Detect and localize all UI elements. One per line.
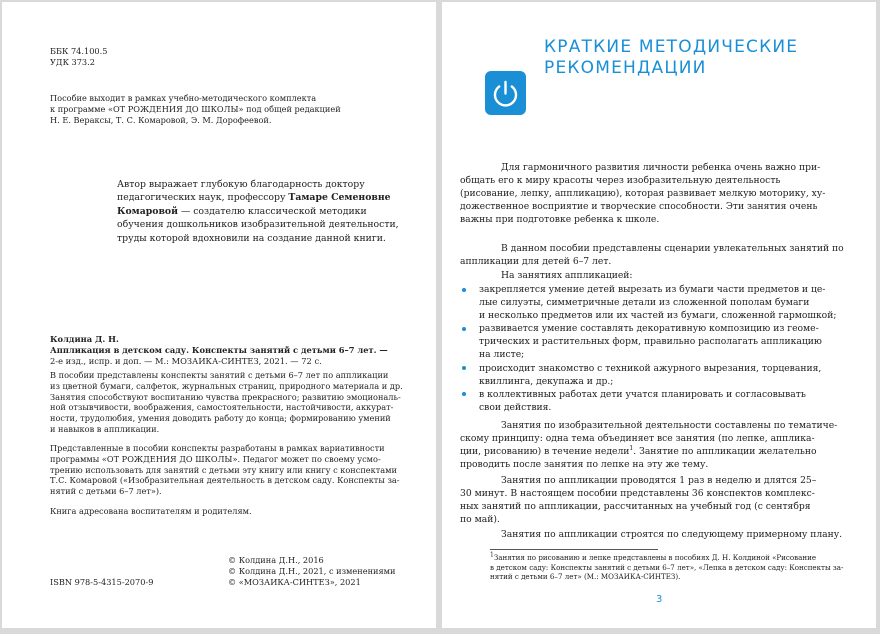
honoree-surname: Комаровой — [117, 205, 179, 217]
abstract-line: В пособии представлены конспекты занятий с детьми 6–7 лет по аппликации — [50, 370, 389, 380]
bullet-icon — [462, 366, 466, 370]
paragraph-line: важны при подготовке ребенка к школе. — [460, 214, 660, 226]
paragraph-line: Занятия по аппликации проводятся 1 раз в неделю и длятся 25– — [501, 475, 817, 486]
series-note-line: к программе «ОТ РОЖДЕНИЯ ДО ШКОЛЫ» под общей редакцией — [50, 103, 341, 114]
series-note — [50, 93, 341, 125]
udk-code: УДК 373.2 — [50, 56, 95, 67]
abstract-paragraph-1 — [50, 370, 403, 435]
list-item — [460, 388, 836, 414]
heading-line: КРАТКИЕ МЕТОДИЧЕСКИЕ — [544, 37, 799, 58]
paragraph-line: (рисование, лепку, аппликацию), которая развивает мелкую моторику, ху- — [460, 188, 826, 200]
gratitude-text: — создателю классической методики — [178, 205, 367, 217]
book-title: Аппликация в детском саду. Конспекты занятий с детьми 6–7 лет. — — [50, 344, 388, 355]
footnote-marker[interactable]: 1 — [629, 445, 634, 453]
abstract-line: нятий с детьми 6–7 лет»). — [50, 486, 162, 497]
power-icon — [485, 71, 526, 115]
paragraph-line: Для гармоничного развития личности ребенка очень важно при- — [501, 162, 821, 173]
list-intro — [460, 269, 848, 282]
paragraph-text: ции, рисованию) в течение недели — [460, 446, 630, 458]
author-name: Колдина Д. Н. — [50, 334, 119, 344]
gratitude-text: педагогических наук, профессору — [117, 192, 289, 204]
series-note-line: Н. Е. Вераксы, Т. С. Комаровой, Э. М. Дорофеевой. — [50, 114, 272, 125]
gratitude-line: обучения дошкольников изобразительной деятельности, — [117, 219, 399, 231]
thematic-paragraph — [460, 419, 848, 471]
footnote-line: в детском саду: Конспекты занятий с детьми 6–7 лет», «Лепка в детском саду: Конспекты за- — [490, 562, 844, 572]
gratitude-line: Автор выражает глубокую благодарность доктору — [117, 179, 365, 190]
abstract-paragraph-2 — [50, 443, 400, 497]
bullet-icon — [462, 327, 466, 331]
abstract-line: Занятия способствуют воспитанию чувства прекрасного; развитию эмоциональ- — [50, 391, 401, 402]
list-item-line: лые силуэты, симметричные детали из сложенной пополам бумаги — [479, 297, 810, 309]
list-item-line: в коллективных работах дети учатся планировать и согласовывать — [479, 388, 806, 400]
isbn-number: ISBN 978-5-4315-2070-9 — [50, 577, 154, 587]
abstract-line: ности, трудолюбия, умения доводить работу до конца; формированию умений — [50, 413, 391, 424]
footnote-divider — [490, 549, 658, 550]
abstract-line: ной отзывчивости, воображения, самостоятельности, настойчивости, аккурат- — [50, 402, 394, 413]
list-item — [460, 362, 836, 388]
plan-paragraph — [460, 528, 848, 541]
copyright-line: © Колдина Д.Н., 2021, с изменениями — [228, 565, 396, 576]
paragraph-line: 30 минут. В настоящем пособии представлены 36 конспектов комплекс- — [460, 488, 815, 500]
list-item-line: на листе; — [479, 349, 525, 361]
isbn — [50, 577, 153, 588]
paragraph-line: На занятиях аппликацией: — [501, 270, 633, 281]
footnote-marker: 1 — [490, 551, 494, 559]
audience-note — [50, 506, 252, 517]
list-item — [460, 322, 836, 361]
abstract-line: и навыков в аппликации. — [50, 423, 160, 434]
schedule-paragraph — [460, 474, 848, 526]
bullet-icon — [462, 392, 466, 396]
abstract-line: Т.С. Комаровой («Изобразительная деятельность в детском саду. Конспекты за- — [50, 475, 400, 486]
footnote-line — [490, 553, 843, 563]
bibliographic-record — [50, 334, 388, 366]
list-item-line: трических и растительных форм, правильно располагать аппликацию — [479, 336, 822, 348]
footnote-text: Занятия по рисованию и лепке представлены в пособиях Д. Н. Колдиной «Рисование — [493, 553, 817, 562]
gratitude-note — [117, 178, 399, 245]
page-number: 3 — [656, 594, 663, 605]
copyright-line: © Колдина Д.Н., 2016 — [228, 555, 324, 565]
audience-line: Книга адресована воспитателям и родителям. — [50, 506, 252, 516]
abstract-line: трению использовать для занятий с детьми эту книгу или книгу с конспектами — [50, 464, 398, 475]
list-item — [460, 283, 836, 322]
copyright-line: © «МОЗАИКА-СИНТЕЗ», 2021 — [228, 576, 361, 587]
paragraph-line: ных занятий по аппликации, рассчитанных на учебный год (с сентября — [460, 501, 811, 513]
list-item-line: квиллинга, декупажа и др.; — [479, 375, 614, 387]
gratitude-line — [117, 191, 399, 204]
abstract-line: программы «ОТ РОЖДЕНИЯ ДО ШКОЛЫ». Педагог может по своему усмо- — [50, 453, 381, 464]
gratitude-line: труды которой вдохновили на создание данной книги. — [117, 232, 386, 244]
paragraph-text: . Занятие по аппликации желательно — [633, 446, 817, 458]
list-item-line: развивается умение составлять декоративную композицию из геоме- — [479, 323, 819, 335]
list-item-line: происходит знакомство с техникой ажурного вырезания, торцевания, — [479, 362, 822, 374]
bullet-icon — [462, 288, 466, 292]
skills-list — [460, 283, 836, 414]
heading-line: РЕКОМЕНДАЦИИ — [544, 58, 707, 79]
footnote — [490, 553, 843, 582]
paragraph-line: аппликации для детей 6–7 лет. — [460, 256, 612, 268]
honoree-name: Тамаре Семеновне — [288, 192, 391, 204]
intro-paragraph — [460, 161, 848, 226]
paragraph-line: по май). — [460, 514, 500, 526]
gratitude-line — [117, 205, 399, 218]
right-page — [442, 2, 876, 628]
section-heading — [544, 37, 798, 79]
list-item-line: свои действия. — [479, 401, 552, 413]
paragraph-line: общать его к миру красоты через изобразительную деятельность — [460, 175, 781, 187]
footnote-line: нятий с детьми 6–7 лет» (М.: МОЗАИКА-СИНТЕЗ). — [490, 572, 681, 582]
series-note-line: Пособие выходит в рамках учебно-методического комплекта — [50, 93, 317, 103]
paragraph-line: дожественное восприятие и творческие способности. Эти занятия очень — [460, 201, 818, 213]
classification-codes — [50, 46, 107, 68]
list-item-line: закрепляется умение детей вырезать из бумаги части предметов и це- — [479, 284, 826, 295]
paragraph-line: В данном пособии представлены сценарии увлекательных занятий по — [501, 243, 844, 254]
paragraph-line: Занятия по изобразительной деятельности составлены по тематиче- — [501, 420, 838, 431]
paragraph-line: Занятия по аппликации строятся по следующему примерному плану. — [501, 529, 843, 540]
left-page — [2, 2, 436, 628]
copyright-block — [228, 555, 395, 587]
paragraph-line: скому принципу: одна тема объединяет все занятия (по лепке, апплика- — [460, 433, 815, 445]
paragraph-line — [460, 445, 848, 458]
list-item-line: и несколько предметов или их частей из бумаги, сложенной гармошкой; — [479, 310, 837, 322]
bbk-code: ББК 74.100.5 — [50, 46, 108, 56]
paragraph-line: проводить после занятия по лепке на эту же тему. — [460, 459, 709, 471]
edition-info: 2-е изд., испр. и доп. — М.: МОЗАИКА-СИНТЕЗ, 2021. — 72 с. — [50, 355, 322, 366]
abstract-line: Представленные в пособии конспекты разработаны в рамках вариативности — [50, 443, 385, 453]
scenarios-paragraph — [460, 242, 848, 268]
abstract-line: из цветной бумаги, салфеток, журнальных страниц, природного материала и др. — [50, 380, 403, 391]
